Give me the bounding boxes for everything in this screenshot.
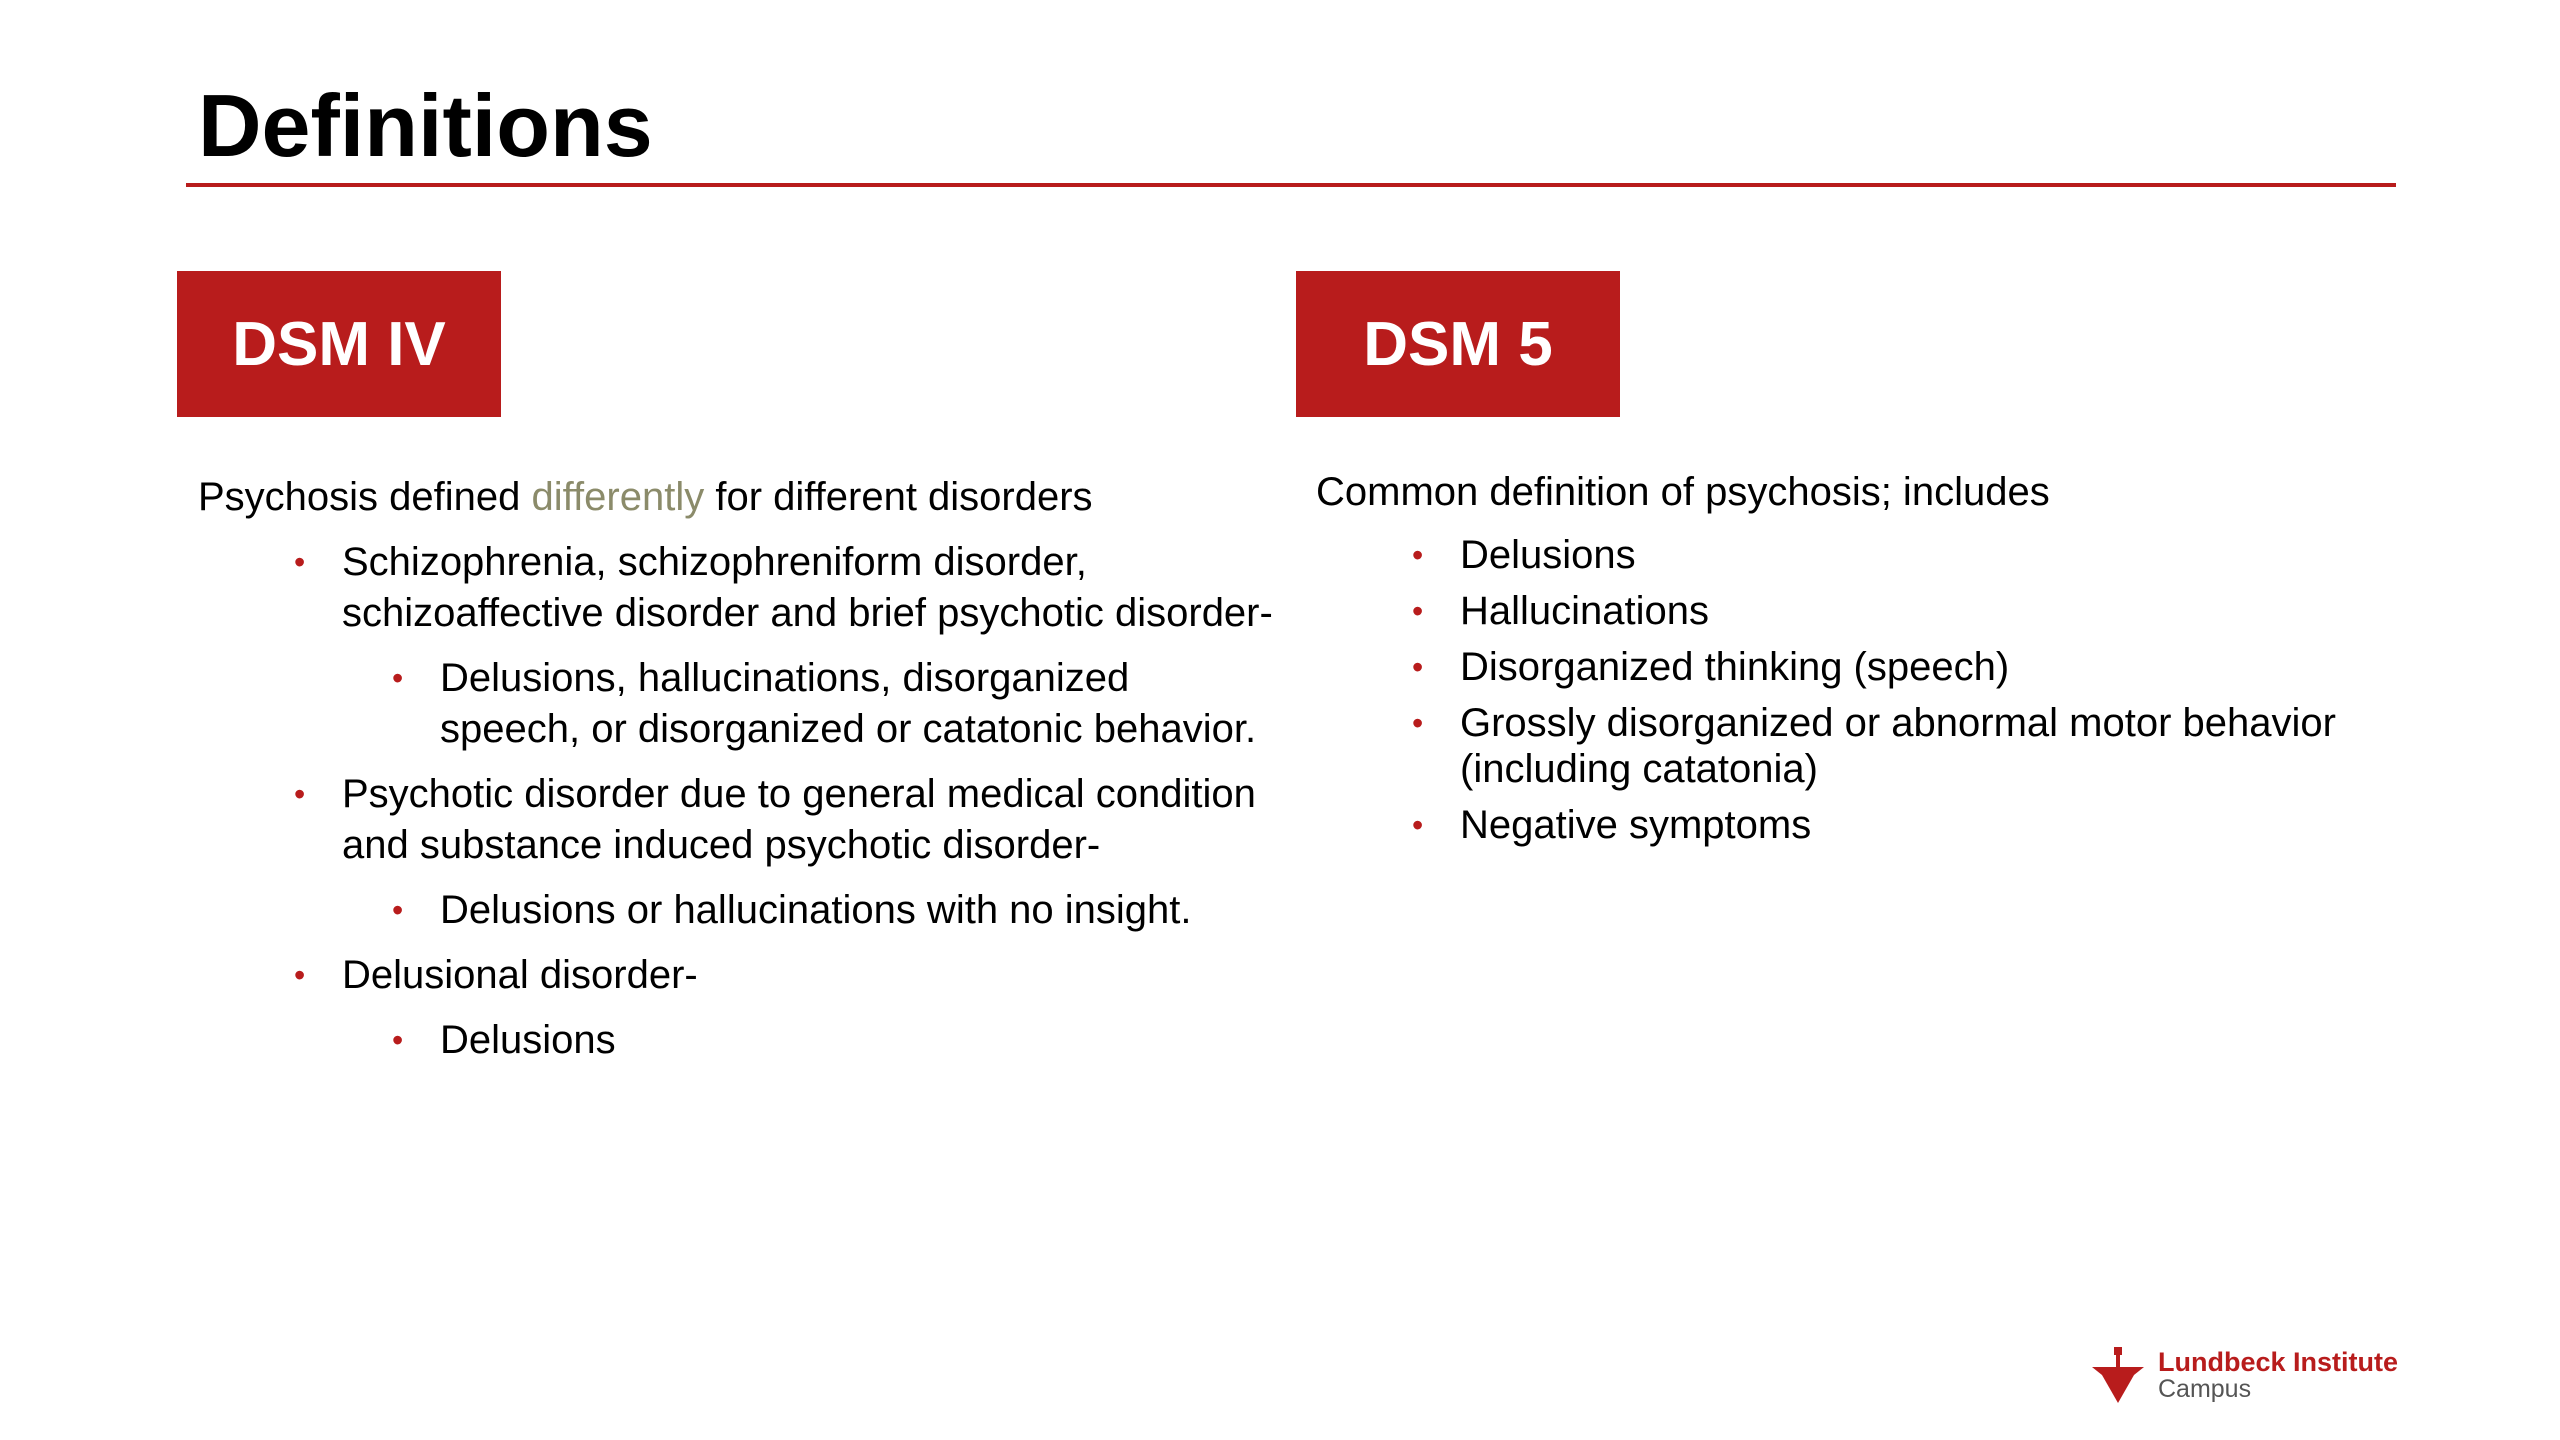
slide-title: Definitions	[198, 76, 653, 175]
list-item: • Psychotic disorder due to general medical condition and substance induced psychotic disorder-	[198, 769, 1278, 871]
dsm-5-list	[1316, 532, 2416, 848]
highlight-word: differently	[531, 475, 705, 519]
list-item: • Delusional disorder-	[198, 950, 1278, 1001]
lundbeck-logo	[2090, 1340, 2410, 1410]
lundbeck-logo-icon	[2090, 1345, 2146, 1405]
list-item: • Hallucinations	[1412, 589, 1710, 633]
bullet-icon: •	[294, 776, 306, 812]
list-item: • Delusions	[1412, 533, 1636, 577]
dsm-iv-intro: Psychosis defined differently for different disorders	[198, 475, 1093, 519]
list-subitem: • Delusions or hallucinations with no insight.	[198, 885, 1278, 936]
bullet-icon: •	[1412, 593, 1424, 629]
list-subitem: • Delusions, hallucinations, disorganized speech, or disorganized or catatonic behavior.	[198, 653, 1278, 755]
dsm-5-header	[1296, 271, 1620, 417]
list-item: • Disorganized thinking (speech)	[1412, 645, 2010, 689]
dsm-5-header-label: DSM 5	[1363, 309, 1553, 379]
bullet-icon: •	[392, 660, 404, 696]
bullet-icon: •	[392, 892, 404, 928]
list-item: • Negative symptoms	[1412, 803, 1812, 847]
dsm-iv-column	[198, 472, 1278, 1080]
list-item: • Schizophrenia, schizophreniform disorder, schizoaffective disorder and brief psychotic disorder-	[198, 537, 1278, 639]
list-item: • Grossly disorganized or abnormal motor behavior (including catatonia)	[1412, 701, 2336, 791]
logo-sub: Campus	[2158, 1375, 2252, 1404]
bullet-icon: •	[294, 957, 306, 993]
bullet-icon: •	[392, 1022, 404, 1058]
list-subitem: • Delusions	[198, 1015, 1278, 1066]
bullet-icon: •	[1412, 649, 1424, 685]
dsm-iv-header-label: DSM IV	[232, 309, 446, 379]
bullet-icon: •	[294, 544, 306, 580]
logo-text	[2158, 1348, 2398, 1403]
bullet-icon: •	[1412, 705, 1424, 741]
dsm-iv-header	[177, 271, 501, 417]
title-divider	[186, 183, 2396, 187]
dsm-iv-list	[198, 537, 1278, 1066]
bullet-icon: •	[1412, 807, 1424, 843]
logo-name: Lundbeck Institute	[2158, 1346, 2399, 1377]
dsm-5-column	[1316, 467, 2416, 858]
bullet-icon: •	[1412, 537, 1424, 573]
dsm-5-intro: Common definition of psychosis; includes	[1316, 470, 2050, 514]
